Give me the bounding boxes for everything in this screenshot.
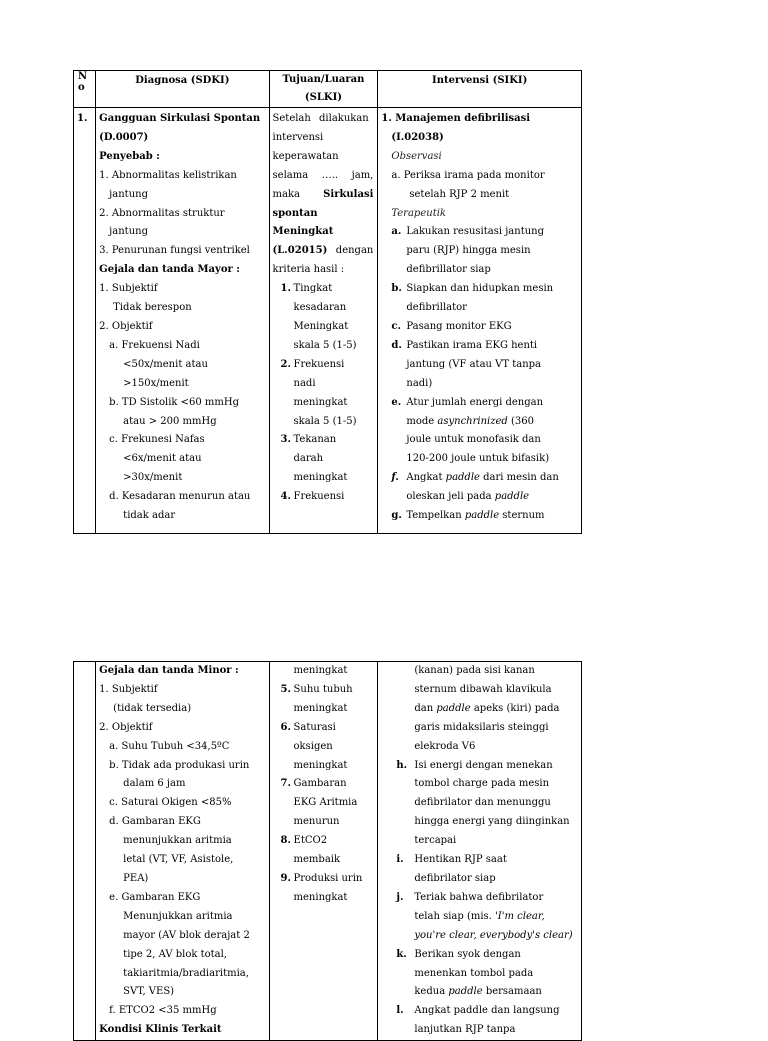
penyebab-2-cont: jantung — [109, 226, 148, 238]
kriteria-line: meningkat — [293, 891, 348, 903]
penyebab-1: 1. Abnormalitas kelistrikan — [99, 169, 237, 181]
intervensi-cell — [378, 662, 582, 1041]
kondisi-klinis-heading: Kondisi Klinis Terkait — [99, 1024, 222, 1036]
item-line: you're clear, everybody's clear) — [414, 929, 573, 941]
objektif-e-cont-1: Menunjukkan aritmia — [123, 910, 233, 922]
tujuan-line-2: intervensi — [272, 131, 324, 143]
terapeutik-heading: Terapeutik — [391, 207, 446, 219]
objektif-c: c. Saturai Okigen <85% — [109, 797, 232, 809]
kriteria-line: Tingkat — [293, 283, 333, 295]
intervensi-item-i — [381, 851, 579, 889]
kriteria-number: 3. — [280, 434, 291, 446]
item-line: sternum dibawah klavikula — [414, 683, 552, 695]
kriteria-number: 5. — [280, 683, 291, 695]
intervensi-item-a — [381, 223, 579, 280]
kriteria-item — [273, 870, 376, 908]
header-intervensi: Intervensi (SIKI) — [378, 71, 582, 108]
item-line: lanjutkan RJP tanpa — [414, 1024, 516, 1036]
kriteria-line: meningkat — [293, 759, 348, 771]
tujuan-line-4 — [273, 167, 374, 186]
item-marker: l. — [396, 1005, 404, 1017]
text-run: telah siap (mis. — [414, 910, 496, 922]
kriteria-item — [273, 775, 376, 832]
text-run: dari mesin dan — [479, 472, 559, 484]
kriteria-number: 2. — [280, 358, 291, 370]
observasi-heading: Observasi — [391, 150, 442, 162]
item-marker: a. — [391, 226, 402, 238]
intervensi-code: (I.02038) — [391, 131, 444, 143]
header-tujuan — [269, 71, 378, 108]
objektif-b-cont: atau > 200 mmHg — [123, 415, 217, 427]
kriteria-item — [273, 280, 374, 356]
kriteria-line: Frekuensi — [293, 358, 345, 370]
kriteria-line: membaik — [293, 854, 341, 866]
item-line: Atur jumlah energi dengan — [406, 396, 544, 408]
tujuan-line-9: kriteria hasil : — [272, 264, 345, 276]
kriteria-line: oksigen — [293, 740, 333, 752]
observasi-a: a. Periksa irama pada monitor — [391, 169, 545, 181]
item-line: defibrilator siap — [414, 872, 496, 884]
penyebab-2: 2. Abnormalitas struktur — [99, 207, 225, 219]
tujuan-line-6: spontan — [272, 207, 318, 219]
penyebab-heading: Penyebab : — [99, 150, 160, 162]
tujuan-word: Sirkulasi — [323, 188, 374, 200]
tujuan-line-5 — [273, 186, 374, 205]
kriteria-item — [273, 431, 374, 488]
kriteria-number: 8. — [280, 835, 291, 847]
tujuan-word: jam, — [351, 169, 374, 181]
intervensi-item-e — [381, 394, 579, 470]
kriteria-item — [273, 719, 376, 776]
table-row — [74, 108, 582, 534]
text-run: 'I'm clear, — [495, 910, 545, 922]
tujuan-line-8 — [273, 242, 374, 261]
item-line: paru (RJP) hingga mesin — [406, 245, 531, 257]
intervention-table-page-2 — [73, 661, 582, 1041]
row-number: 1. — [77, 113, 88, 124]
item-line — [414, 983, 579, 1002]
objektif-heading: 2. Objektif — [99, 320, 153, 332]
text-run: paddle — [494, 491, 530, 503]
row-number-cell — [74, 662, 96, 1041]
item-line: 120-200 joule untuk bifasik) — [406, 453, 550, 465]
tujuan-word: (L.02015) — [272, 245, 328, 257]
kriteria-item — [273, 488, 374, 507]
kriteria-line: Produksi urin — [293, 872, 363, 884]
intervention-table-page-1 — [73, 70, 582, 534]
objektif-d-cont: tidak adar — [123, 510, 176, 522]
objektif-b: b. Tidak ada produkasi urin — [109, 759, 250, 771]
table-header-row — [74, 71, 582, 108]
objektif-e-cont-3: tipe 2, AV blok total, — [123, 948, 227, 960]
subjektif-item: (tidak tersedia) — [113, 702, 192, 714]
kriteria-number: 9. — [280, 872, 291, 884]
objektif-a-cont-2: >150x/menit — [123, 377, 189, 389]
text-run: sternum — [499, 510, 545, 522]
kriteria-line: EtCO2 — [293, 835, 328, 847]
kriteria-item — [273, 356, 374, 432]
intervensi-item-d — [381, 337, 579, 394]
intervensi-item-k — [381, 946, 579, 1003]
kriteria-line: meningkat — [293, 665, 348, 676]
text-run: oleskan jeli pada — [406, 491, 495, 503]
item-line: Berikan syok dengan — [414, 948, 521, 960]
item-line: Pasang monitor EKG — [406, 320, 512, 332]
text-run: (360 — [507, 415, 534, 427]
item-line: defibrillator — [406, 302, 467, 314]
header-diagnosa: Diagnosa (SDKI) — [96, 71, 269, 108]
item-marker: b. — [391, 283, 402, 295]
objektif-d-cont-2: letal (VT, VF, Asistole, — [123, 854, 234, 866]
text-run: paddle — [448, 986, 483, 998]
item-marker: j. — [396, 891, 404, 903]
objektif-d: d. Gambaran EKG — [109, 816, 201, 828]
item-marker: k. — [396, 948, 407, 960]
text-run: paddle — [464, 510, 500, 522]
kriteria-line: darah — [293, 453, 324, 465]
kriteria-number: 1. — [280, 283, 291, 295]
item-line: jantung (VF atau VT tanpa — [406, 358, 542, 370]
item-line — [414, 908, 579, 927]
kriteria-line: EKG Aritmia — [293, 797, 358, 809]
item-marker: f. — [391, 472, 399, 484]
objektif-a: a. Suhu Tubuh <34,5ºC — [109, 740, 230, 752]
kriteria-number: 7. — [280, 778, 291, 790]
intervensi-item-g — [381, 507, 579, 526]
tujuan-word: selama — [272, 169, 309, 181]
text-run: bersamaan — [482, 986, 542, 998]
minor-heading: Gejala dan tanda Minor : — [99, 665, 239, 676]
text-run: kedua — [414, 986, 449, 998]
diagnosa-title: Gangguan Sirkulasi Spontan — [99, 113, 261, 124]
penyebab-3: 3. Penurunan fungsi ventrikel — [99, 245, 250, 257]
item-g-continuation — [381, 662, 579, 757]
item-line: defibrillator siap — [406, 264, 491, 276]
intervensi-item-f — [381, 469, 579, 507]
objektif-b: b. TD Sistolik <60 mmHg — [109, 396, 240, 408]
objektif-d-cont-1: menunjukkan aritmia — [123, 835, 232, 847]
objektif-d: d. Kesadaran menurun atau — [109, 491, 251, 503]
table-row — [74, 662, 582, 1041]
item-marker: e. — [391, 396, 402, 408]
item-line: Angkat paddle dan langsung — [414, 1005, 560, 1017]
diagnosa-code: (D.0007) — [99, 131, 149, 143]
tujuan-cell — [269, 662, 378, 1041]
intervensi-item-b — [381, 280, 579, 318]
tujuan-line-1 — [273, 110, 374, 129]
intervensi-item-j — [381, 889, 579, 946]
text-run: dan — [414, 702, 437, 714]
item-line: menenkan tombol pada — [414, 967, 534, 979]
objektif-e-cont-2: mayor (AV blok derajat 2 — [123, 929, 250, 941]
subjektif-heading: 1. Subjektif — [99, 683, 158, 695]
item-line: (kanan) pada sisi kanan — [414, 665, 535, 676]
header-no: N o — [74, 71, 96, 108]
kriteria-line: meningkat — [293, 472, 348, 484]
kriteria-line: menurun — [293, 816, 340, 828]
item-line: Siapkan dan hidupkan mesin — [406, 283, 554, 295]
item-line: tercapai — [414, 835, 457, 847]
objektif-a: a. Frekuensi Nadi — [109, 339, 200, 351]
item-marker: i. — [396, 854, 404, 866]
row-number-cell — [74, 108, 96, 534]
text-run: mode — [406, 415, 438, 427]
kriteria-line: Gambaran — [293, 778, 347, 790]
item-marker: h. — [396, 759, 408, 771]
item-line: hingga energi yang diinginkan — [414, 816, 570, 828]
penyebab-1-cont: jantung — [109, 188, 148, 200]
intervensi-cell — [378, 108, 582, 534]
item-line — [406, 488, 579, 507]
item-line: defibrilator dan menunggu — [414, 797, 551, 809]
diagnosa-cell — [96, 108, 269, 534]
objektif-c-cont-2: >30x/menit — [123, 472, 183, 484]
intervensi-item-h — [381, 757, 579, 852]
kriteria-line: meningkat — [293, 396, 348, 408]
tujuan-word: maka — [272, 188, 300, 200]
tujuan-word: Setelah dilakukan — [272, 113, 369, 124]
kriteria-line: skala 5 (1-5) — [293, 415, 357, 427]
item-marker: c. — [391, 320, 401, 332]
objektif-a-cont-1: <50x/menit atau — [123, 358, 208, 370]
kriteria-line: Suhu tubuh — [293, 683, 353, 695]
item-line: Teriak bahwa defibrilator — [414, 891, 544, 903]
kriteria-line: nadi — [293, 377, 316, 389]
kriteria-number: 6. — [280, 721, 291, 733]
intervensi-item-c — [381, 318, 579, 337]
objektif-e-cont-5: SVT, VES) — [123, 986, 175, 998]
diagnosa-cell — [96, 662, 269, 1041]
subjektif-heading: 1. Subjektif — [99, 283, 158, 295]
item-marker: g. — [391, 510, 402, 522]
tujuan-line-7: Meningkat — [272, 226, 334, 238]
tujuan-word: ….. — [321, 169, 339, 181]
kriteria-number: 4. — [280, 491, 291, 503]
objektif-e: e. Gambaran EKG — [109, 891, 201, 903]
item-line: joule untuk monofasik dan — [406, 434, 541, 446]
text-run: Tempelkan — [406, 510, 465, 522]
kriteria-item — [273, 681, 376, 719]
text-run: Angkat — [406, 472, 446, 484]
text-run: paddle — [436, 702, 471, 714]
kriteria-line: kesadaran — [293, 302, 347, 314]
text-run: apeks (kiri) pada — [470, 702, 560, 714]
item-line: tombol charge pada mesin — [414, 778, 550, 790]
objektif-heading: 2. Objektif — [99, 721, 153, 733]
item-line: nadi) — [406, 377, 433, 389]
kriteria-line: Meningkat — [293, 320, 349, 332]
kriteria-line: Saturasi — [293, 721, 336, 733]
objektif-d-cont-3: PEA) — [123, 872, 149, 884]
kriteria-item — [273, 832, 376, 870]
kriteria-line: skala 5 (1-5) — [293, 339, 357, 351]
objektif-e-cont-4: takiaritmia/bradiaritmia, — [123, 967, 249, 979]
tujuan-word: dengan — [335, 245, 374, 257]
item-line — [406, 469, 579, 488]
item-line: Isi energi dengan menekan — [414, 759, 553, 771]
item-line: Pastikan irama EKG henti — [406, 339, 538, 351]
objektif-f: f. ETCO2 <35 mmHg — [109, 1005, 217, 1017]
header-tujuan-text: Tujuan/Luaran (SLKI) — [282, 74, 365, 103]
subjektif-item: Tidak berespon — [113, 302, 192, 314]
kriteria-line: meningkat — [293, 702, 348, 714]
intervensi-title: 1. Manajemen defibrilisasi — [381, 113, 531, 124]
intervensi-item-l — [381, 1002, 579, 1040]
mayor-heading: Gejala dan tanda Mayor : — [99, 264, 240, 276]
item-line: elekroda V6 — [414, 740, 476, 752]
observasi-a-cont: setelah RJP 2 menit — [409, 188, 510, 200]
text-run: paddle — [445, 472, 480, 484]
item-line: Hentikan RJP saat — [414, 854, 507, 866]
tujuan-cell — [269, 108, 378, 534]
item-line — [414, 700, 579, 719]
objektif-c: c. Frekunesi Nafas — [109, 434, 205, 446]
kriteria-line: Frekuensi — [293, 491, 345, 503]
kriteria-line: Tekanan — [293, 434, 337, 446]
item-line: Lakukan resusitasi jantung — [406, 226, 545, 238]
item-line — [406, 507, 579, 526]
item-line — [406, 413, 579, 432]
item-line: garis midaksilaris steinggi — [414, 721, 549, 733]
item-marker: d. — [391, 339, 402, 351]
text-run: asynchrinized — [437, 415, 508, 427]
objektif-b-cont: dalam 6 jam — [123, 778, 186, 790]
objektif-c-cont-1: <6x/menit atau — [123, 453, 202, 465]
tujuan-line-3: keperawatan — [272, 150, 339, 162]
